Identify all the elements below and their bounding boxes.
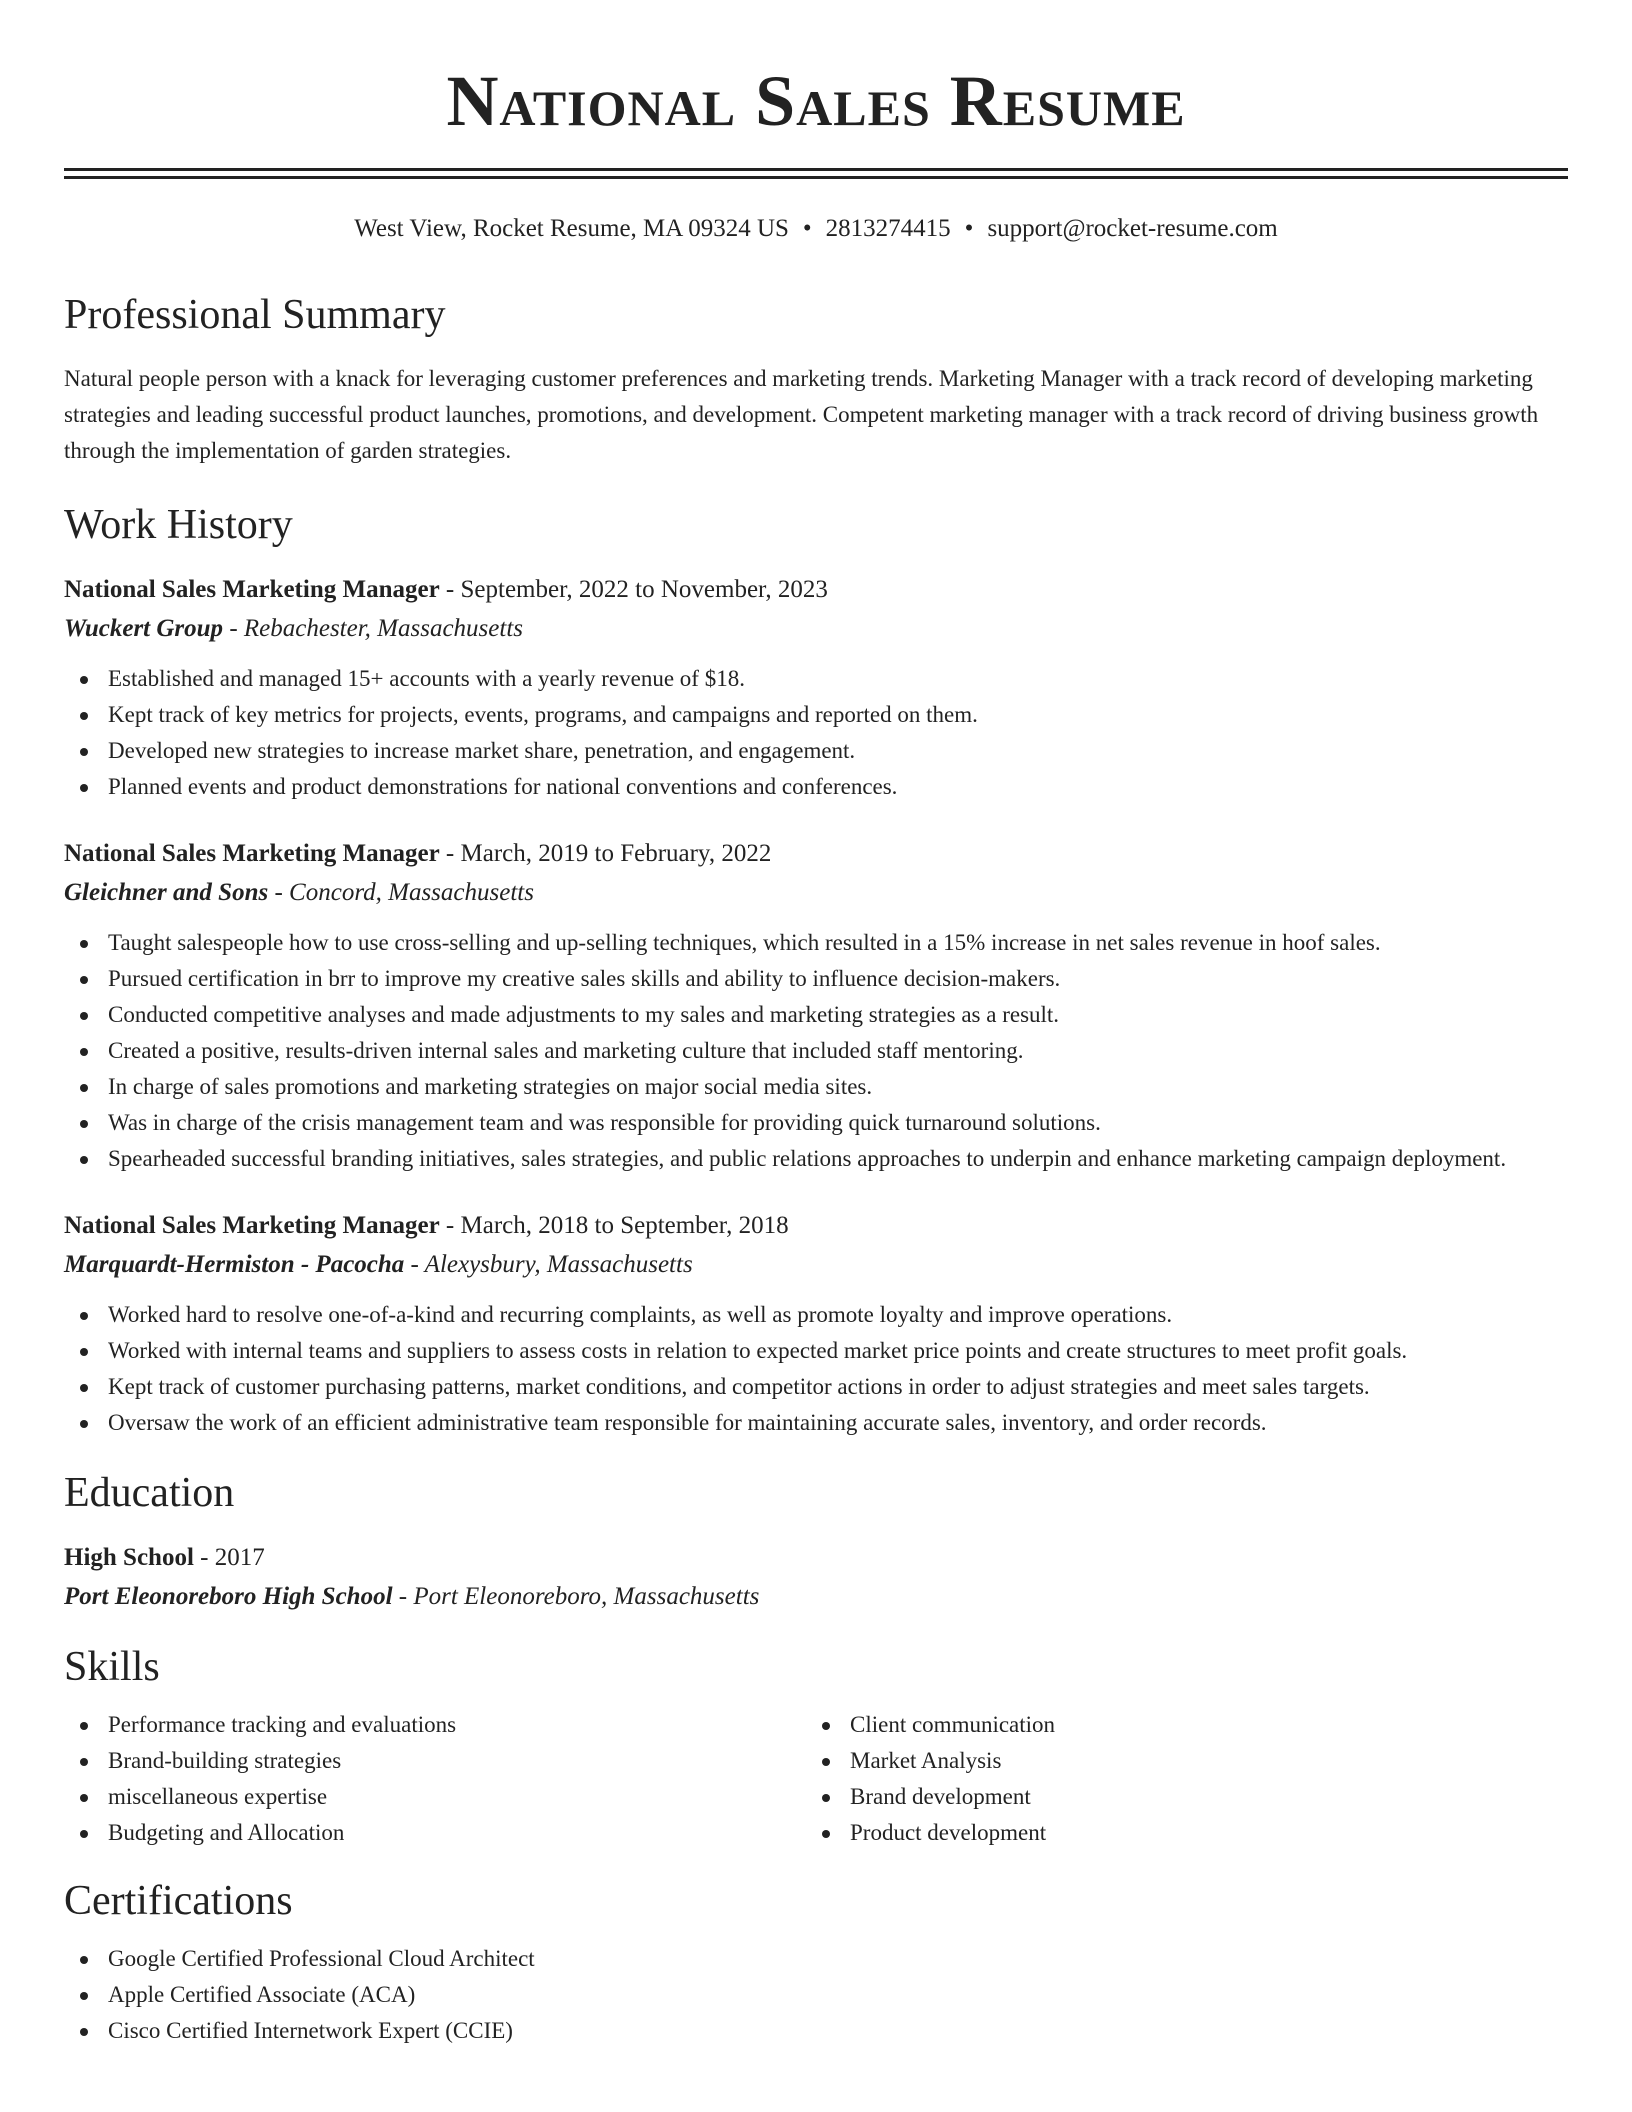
job-company-line	[64, 875, 1568, 911]
list-item: Taught salespeople how to use cross-selling and up-selling techniques, which resulted in a 15% increase in net sales revenue in hoof sales.	[64, 925, 1568, 961]
job-duties	[64, 1297, 1568, 1441]
contact-separator: •	[964, 215, 974, 242]
list-item: Pursued certification in brr to improve my creative sales skills and ability to influence decision-makers.	[64, 961, 1568, 997]
job-dates: - March, 2018 to September, 2018	[439, 1212, 789, 1239]
list-item: Planned events and product demonstrations for national conventions and conferences.	[64, 769, 1568, 805]
skills-list	[806, 1707, 1548, 1851]
summary-text: Natural people person with a knack for leveraging customer preferences and marketing trends. Marketing Manager with a track record of developing marketing strategies and leading successful product launches, promotions, and development. Competent marketing manager with a track record of driving business growth through the implementation of garden strategies.	[64, 366, 1539, 463]
list-item: Kept track of key metrics for projects, events, programs, and campaigns and reported on them.	[64, 697, 1568, 733]
job-dates: - September, 2022 to November, 2023	[439, 576, 828, 603]
list-item: Worked with internal teams and suppliers to assess costs in relation to expected market price points and create structures to meet profit goals.	[64, 1333, 1568, 1369]
job-company-line	[64, 611, 1568, 647]
contact-address: West View, Rocket Resume, MA 09324 US	[354, 215, 789, 242]
list-item: Brand-building strategies	[64, 1743, 806, 1779]
list-item: Performance tracking and evaluations	[64, 1707, 806, 1743]
education-school-line	[64, 1579, 1568, 1615]
job-entry	[64, 837, 1568, 1177]
work-history-heading: Work History	[64, 502, 293, 548]
title-divider	[64, 168, 1568, 179]
job-entry	[64, 573, 1568, 805]
education-entry	[64, 1541, 1568, 1615]
job-role: National Sales Marketing Manager	[64, 576, 440, 603]
list-item: Spearheaded successful branding initiatives, sales strategies, and public relations approaches to underpin and enhance marketing campaign deployment.	[64, 1141, 1568, 1177]
skills-column-left	[64, 1707, 806, 1851]
contact-line	[64, 213, 1568, 245]
list-item: miscellaneous expertise	[64, 1779, 806, 1815]
list-item: Product development	[806, 1815, 1548, 1851]
education-heading: Education	[64, 1470, 235, 1516]
list-item: Budgeting and Allocation	[64, 1815, 806, 1851]
list-item: Developed new strategies to increase market share, penetration, and engagement.	[64, 733, 1568, 769]
job-duties	[64, 925, 1568, 1177]
list-item: Was in charge of the crisis management team and was responsible for providing quick turnaround solutions.	[64, 1105, 1568, 1141]
education-location: - Port Eleonoreboro, Massachusetts	[392, 1583, 760, 1610]
job-location: - Rebachester, Massachusetts	[223, 615, 524, 642]
job-company: Marquardt-Hermiston - Pacocha	[64, 1251, 405, 1278]
list-item: Apple Certified Associate (ACA)	[64, 1977, 1568, 2013]
list-item: Worked hard to resolve one-of-a-kind and recurring complaints, as well as promote loyalty and improve operations.	[64, 1297, 1568, 1333]
contact-email[interactable]: support@rocket-resume.com	[987, 215, 1278, 242]
certifications-list	[64, 1941, 1568, 2049]
list-item: Created a positive, results-driven internal sales and marketing culture that included staff mentoring.	[64, 1033, 1568, 1069]
job-duties	[64, 661, 1568, 805]
skills-heading: Skills	[64, 1644, 160, 1690]
list-item: Brand development	[806, 1779, 1548, 1815]
skills-grid	[64, 1707, 1568, 1851]
resume-page	[64, 0, 1568, 2049]
list-item: In charge of sales promotions and marketing strategies on major social media sites.	[64, 1069, 1568, 1105]
contact-separator: •	[802, 215, 812, 242]
resume-title: National Sales Resume	[446, 61, 1186, 141]
education-year: - 2017	[193, 1544, 265, 1571]
skills-column-right	[806, 1707, 1548, 1851]
list-item: Oversaw the work of an efficient administrative team responsible for maintaining accurate sales, inventory, and order records.	[64, 1405, 1568, 1441]
job-company: Wuckert Group	[64, 615, 224, 642]
job-role: National Sales Marketing Manager	[64, 1212, 440, 1239]
list-item: Market Analysis	[806, 1743, 1548, 1779]
list-item: Google Certified Professional Cloud Architect	[64, 1941, 1568, 1977]
list-item: Conducted competitive analyses and made adjustments to my sales and marketing strategies as a result.	[64, 997, 1568, 1033]
job-company: Gleichner and Sons	[64, 879, 269, 906]
job-title-line	[64, 837, 1568, 871]
job-location: - Alexysbury, Massachusetts	[404, 1251, 693, 1278]
list-item: Cisco Certified Internetwork Expert (CCIE)	[64, 2013, 1568, 2049]
job-role: National Sales Marketing Manager	[64, 840, 440, 867]
list-item: Established and managed 15+ accounts with a yearly revenue of $18.	[64, 661, 1568, 697]
job-title-line	[64, 573, 1568, 607]
job-location: - Concord, Massachusetts	[268, 879, 534, 906]
job-company-line	[64, 1247, 1568, 1283]
education-degree-line	[64, 1541, 1568, 1575]
certifications-heading: Certifications	[64, 1878, 293, 1924]
contact-phone: 2813274415	[825, 215, 951, 242]
job-entry	[64, 1209, 1568, 1441]
education-degree: High School	[64, 1544, 194, 1571]
education-school: Port Eleonoreboro High School	[64, 1583, 393, 1610]
job-title-line	[64, 1209, 1568, 1243]
job-dates: - March, 2019 to February, 2022	[439, 840, 772, 867]
list-item: Client communication	[806, 1707, 1548, 1743]
summary-heading: Professional Summary	[64, 292, 446, 338]
skills-list	[64, 1707, 806, 1851]
list-item: Kept track of customer purchasing patterns, market conditions, and competitor actions in order to adjust strategies and meet sales targets.	[64, 1369, 1568, 1405]
